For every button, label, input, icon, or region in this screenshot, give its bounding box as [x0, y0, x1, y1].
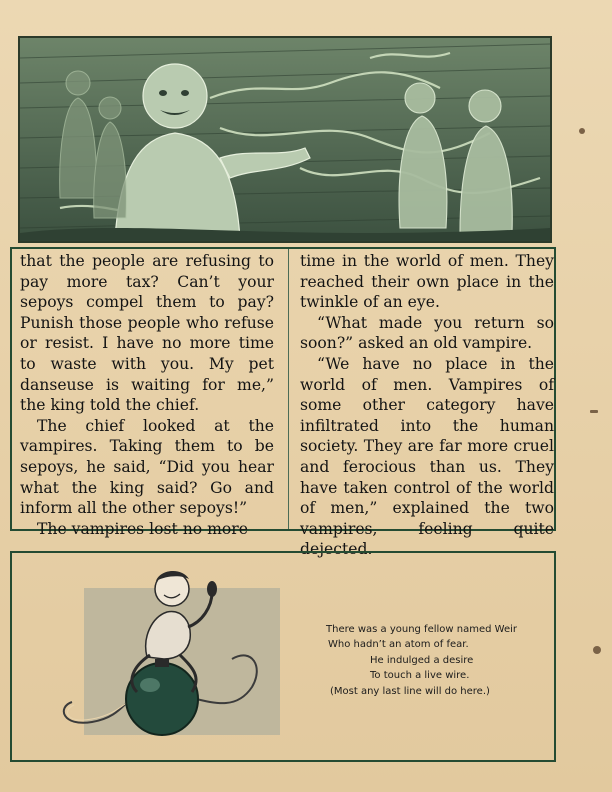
limerick-panel: [10, 551, 556, 762]
binding-hole: [593, 646, 601, 654]
story-text-panel: [10, 247, 556, 559]
limerick-poem: [326, 622, 561, 699]
limerick-line: There was a young fellow named Weir: [326, 624, 517, 635]
story-paragraph: The chief looked at the vampires. Taking them to be sepoys, he said, “Did you hear what the king said? Go and inform all the other sepoys!”: [20, 416, 274, 518]
story-paragraph: time in the world of men. They reached their own place in the twinkle of an eye.: [300, 252, 554, 312]
limerick-line: He indulged a desire: [370, 654, 474, 666]
story-paragraph: “What made you return so soon?” asked an old vampire.: [300, 313, 554, 353]
limerick-line: To touch a live wire.: [370, 670, 470, 682]
vampire-illustration-art: [20, 38, 550, 241]
limerick-line: (Most any last line will do here.): [330, 685, 490, 697]
story-paragraph: “We have no place in the world of men. Vampires of some other category have infiltrated into the human society. They are far more cruel and ferocious than us. They have taken control of the world of men,” explained the two vampires, feeling quite dejected.: [300, 354, 554, 559]
bomb-cartoon-illustration: [52, 567, 282, 747]
limerick-line: Who hadn’t an atom of fear.: [328, 639, 469, 651]
binding-hole: [579, 128, 585, 134]
story-column-right: [300, 251, 554, 560]
story-paragraph: The vampires lost no more: [37, 519, 248, 538]
story-paragraph: that the people are refusing to pay more tax? Can’t your sepoys compel them to pay? Punish those people who refuse or resist. I have no more time to waste with you. My pet danseuse is waiting for me,” the king told the chief.: [20, 252, 274, 415]
binding-mark: [590, 410, 598, 413]
story-column-left: [20, 251, 274, 539]
column-divider: [288, 249, 289, 529]
vampire-illustration: [18, 36, 552, 243]
